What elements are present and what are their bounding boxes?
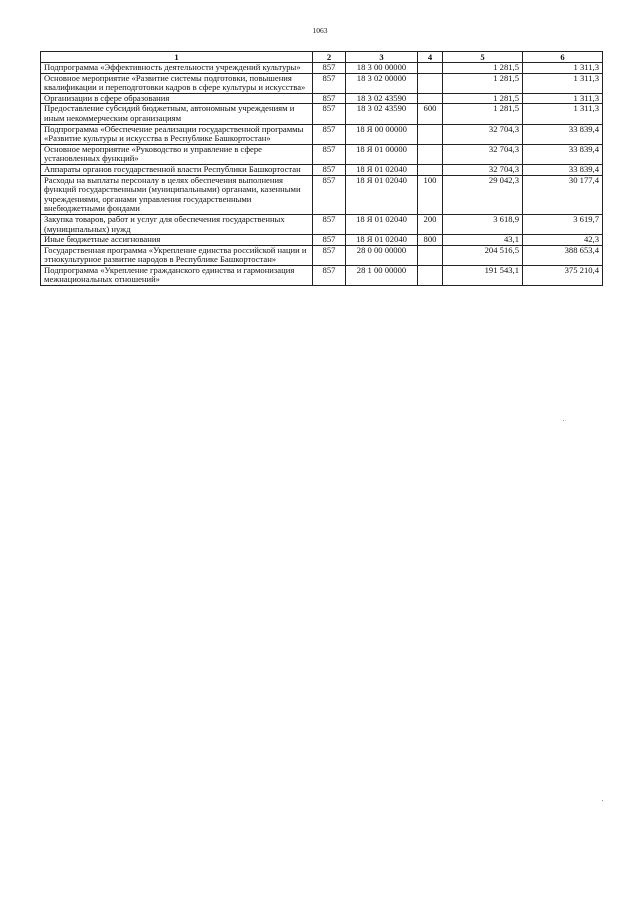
row-expense-type [418,245,443,265]
scan-speck [602,800,603,801]
row-ministry-code: 857 [313,124,346,144]
row-expense-type: 600 [418,104,443,124]
row-target-code: 18 3 02 00000 [346,73,418,93]
column-header-6: 6 [523,52,603,63]
row-name: Закупка товаров, работ и услуг для обеспечения государственных (муниципальных) нужд [41,214,313,234]
table-row [41,63,603,74]
row-expense-type: 800 [418,235,443,246]
row-amount-5: 32 704,3 [443,124,523,144]
table-row [41,124,603,144]
row-ministry-code: 857 [313,164,346,175]
row-ministry-code: 857 [313,93,346,104]
row-amount-6: 33 839,4 [523,144,603,164]
page-number: 1063 [312,26,328,35]
row-target-code: 18 3 00 00000 [346,63,418,74]
row-ministry-code: 857 [313,63,346,74]
table-row [41,164,603,175]
row-ministry-code: 857 [313,245,346,265]
row-expense-type [418,164,443,175]
table-row [41,214,603,234]
row-name: Иные бюджетные ассигнования [41,235,313,246]
row-name: Аппараты органов государственной власти Республики Башкортостан [41,164,313,175]
row-name: Организации в сфере образования [41,93,313,104]
row-expense-type: 100 [418,175,443,214]
table-row [41,245,603,265]
row-amount-6: 30 177,4 [523,175,603,214]
row-target-code: 28 0 00 00000 [346,245,418,265]
row-amount-6: 1 311,3 [523,93,603,104]
row-expense-type: 200 [418,214,443,234]
row-target-code: 18 3 02 43590 [346,104,418,124]
row-expense-type [418,124,443,144]
row-amount-5: 3 618,9 [443,214,523,234]
row-target-code: 18 Я 01 02040 [346,175,418,214]
row-ministry-code: 857 [313,73,346,93]
row-ministry-code: 857 [313,265,346,285]
row-ministry-code: 857 [313,144,346,164]
row-amount-5: 29 042,3 [443,175,523,214]
row-amount-5: 32 704,3 [443,164,523,175]
row-amount-6: 388 653,4 [523,245,603,265]
row-ministry-code: 857 [313,214,346,234]
row-amount-5: 32 704,3 [443,144,523,164]
column-header-1: 1 [41,52,313,63]
row-name: Государственная программа «Укрепление единства российской нации и этнокультурное развитие народов в Республике Башкортостан» [41,245,313,265]
column-header-2: 2 [313,52,346,63]
row-target-code: 18 Я 00 00000 [346,124,418,144]
row-target-code: 18 Я 01 00000 [346,144,418,164]
row-name: Предоставление субсидий бюджетным, автономным учреждениям и иным некоммерческим организациям [41,104,313,124]
row-ministry-code: 857 [313,104,346,124]
table-row [41,265,603,285]
row-expense-type [418,73,443,93]
row-amount-6: 42,3 [523,235,603,246]
row-amount-5: 191 543,1 [443,265,523,285]
row-ministry-code: 857 [313,175,346,214]
row-name: Подпрограмма «Эффективность деятельности учреждений культуры» [41,63,313,74]
row-ministry-code: 857 [313,235,346,246]
scan-speck [563,420,564,421]
row-amount-5: 1 281,5 [443,63,523,74]
row-amount-5: 1 281,5 [443,104,523,124]
column-header-3: 3 [346,52,418,63]
row-name: Подпрограмма «Укрепление гражданского единства и гармонизация межнациональных отношений» [41,265,313,285]
budget-table [40,51,603,286]
column-header-4: 4 [418,52,443,63]
row-target-code: 18 3 02 43590 [346,93,418,104]
row-amount-5: 43,1 [443,235,523,246]
row-amount-6: 1 311,3 [523,63,603,74]
row-target-code: 18 Я 01 02040 [346,214,418,234]
header-row [41,52,603,63]
row-amount-6: 33 839,4 [523,124,603,144]
column-header-5: 5 [443,52,523,63]
row-target-code: 18 Я 01 02040 [346,235,418,246]
row-amount-5: 204 516,5 [443,245,523,265]
table-row [41,93,603,104]
row-amount-6: 1 311,3 [523,104,603,124]
row-name: Расходы на выплаты персоналу в целях обеспечения выполнения функций государственными (муниципальными) органами, казенными учреждениями, органами управления государственными внебюджетными фондами [41,175,313,214]
row-name: Подпрограмма «Обеспечение реализации государственной программы «Развитие культуры и искусства в Республике Башкортостан» [41,124,313,144]
row-target-code: 28 1 00 00000 [346,265,418,285]
row-amount-6: 1 311,3 [523,73,603,93]
row-amount-6: 33 839,4 [523,164,603,175]
table-row [41,104,603,124]
row-name: Основное мероприятие «Развитие системы подготовки, повышения квалификации и переподготовки кадров в сфере культуры и искусства» [41,73,313,93]
table-row [41,235,603,246]
table-row [41,73,603,93]
row-expense-type [418,265,443,285]
row-amount-6: 375 210,4 [523,265,603,285]
row-amount-5: 1 281,5 [443,73,523,93]
row-amount-5: 1 281,5 [443,93,523,104]
row-expense-type [418,144,443,164]
row-name: Основное мероприятие «Руководство и управление в сфере установленных функций» [41,144,313,164]
row-expense-type [418,63,443,74]
row-expense-type [418,93,443,104]
row-amount-6: 3 619,7 [523,214,603,234]
row-target-code: 18 Я 01 02040 [346,164,418,175]
table-row [41,175,603,214]
table-row [41,144,603,164]
